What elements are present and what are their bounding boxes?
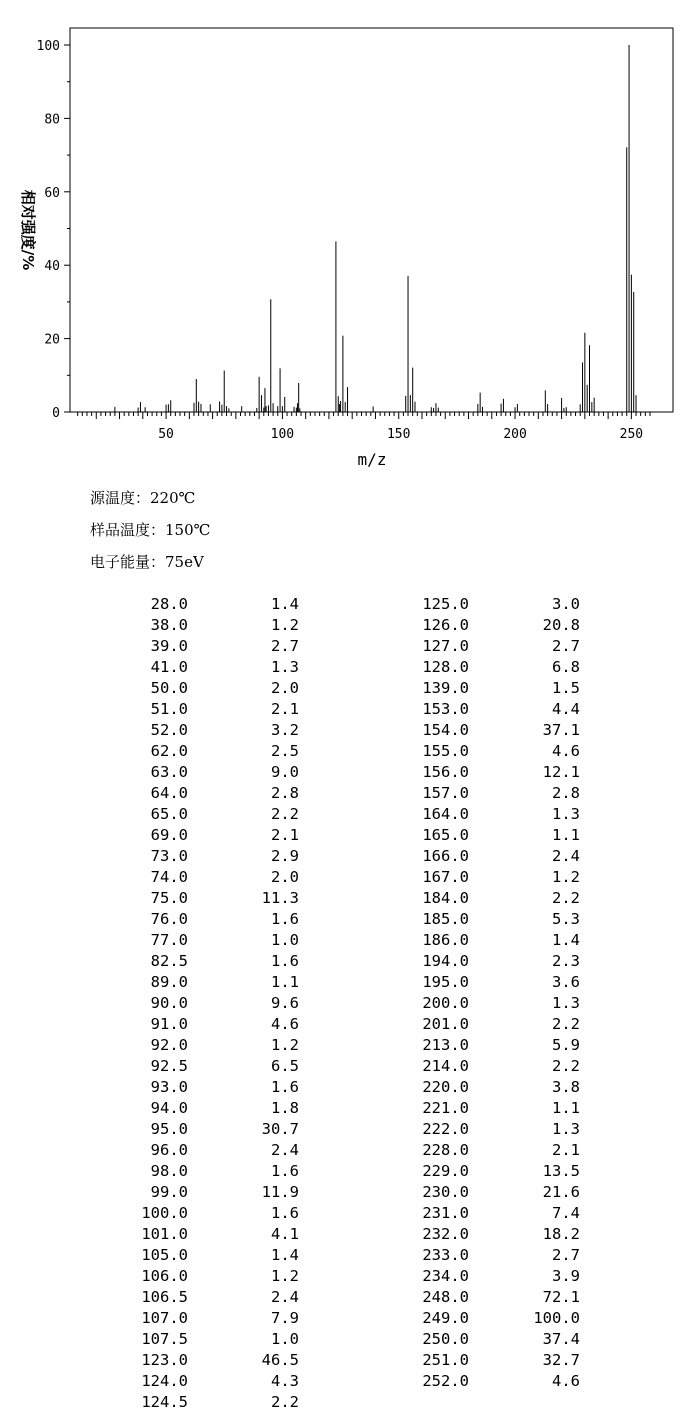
peak-intensity: 13.5 xyxy=(542,1162,580,1180)
peak-mz: 91.0 xyxy=(150,1015,188,1033)
peak-table-row xyxy=(0,825,696,846)
peak-table-row xyxy=(0,1098,696,1119)
source-temperature: 源温度：220℃ xyxy=(90,489,196,507)
y-tick-label: 60 xyxy=(44,185,60,201)
peak-mz: 52.0 xyxy=(150,721,188,739)
peak-mz: 28.0 xyxy=(150,595,188,613)
peak-intensity: 2.1 xyxy=(271,700,299,718)
peak-mz: 153.0 xyxy=(422,700,469,718)
x-tick-label: 150 xyxy=(386,427,411,442)
peak-intensity: 2.3 xyxy=(552,952,580,970)
peak-group xyxy=(115,45,636,412)
peak-table-row xyxy=(0,657,696,678)
peak-table-row xyxy=(0,888,696,909)
peak-mz: 213.0 xyxy=(422,1036,469,1054)
peak-intensity: 1.1 xyxy=(271,973,299,991)
peak-mz: 96.0 xyxy=(150,1141,188,1159)
x-tick-label: 250 xyxy=(619,427,644,442)
peak-table-row xyxy=(0,636,696,657)
peak-mz: 93.0 xyxy=(150,1078,188,1096)
peak-mz: 194.0 xyxy=(422,952,469,970)
peak-table-row xyxy=(0,972,696,993)
peak-mz: 99.0 xyxy=(150,1183,188,1201)
peak-table-row xyxy=(0,1056,696,1077)
peak-table-row xyxy=(0,1119,696,1140)
peak-mz: 82.5 xyxy=(150,952,188,970)
peak-intensity: 1.2 xyxy=(271,616,299,634)
peak-intensity: 1.6 xyxy=(271,1162,299,1180)
y-tick-label: 40 xyxy=(44,259,60,275)
peak-mz: 105.0 xyxy=(141,1246,188,1264)
peak-intensity: 4.3 xyxy=(271,1372,299,1390)
peak-intensity: 2.7 xyxy=(552,637,580,655)
peak-intensity: 12.1 xyxy=(542,763,580,781)
peak-intensity: 2.2 xyxy=(271,1393,299,1411)
peak-mz: 64.0 xyxy=(150,784,188,802)
peak-intensity: 2.8 xyxy=(552,784,580,802)
peak-mz: 230.0 xyxy=(422,1183,469,1201)
peak-table-row xyxy=(0,1203,696,1224)
peak-intensity: 5.9 xyxy=(552,1036,580,1054)
y-tick-label: 100 xyxy=(36,39,60,54)
peak-intensity: 4.6 xyxy=(552,1372,580,1390)
x-tick-label: 200 xyxy=(503,427,527,442)
peak-mz: 124.0 xyxy=(141,1372,188,1390)
peak-intensity: 1.2 xyxy=(552,868,580,886)
peak-intensity: 2.4 xyxy=(271,1141,299,1159)
peak-mz: 165.0 xyxy=(422,826,469,844)
peak-intensity: 20.8 xyxy=(542,616,580,634)
peak-table-row xyxy=(0,846,696,867)
peak-mz: 94.0 xyxy=(150,1099,188,1117)
peak-mz: 157.0 xyxy=(422,784,469,802)
peak-intensity: 2.2 xyxy=(271,805,299,823)
peak-intensity: 6.8 xyxy=(552,658,580,676)
peak-mz: 252.0 xyxy=(422,1372,469,1390)
peak-intensity: 2.2 xyxy=(552,1057,580,1075)
peak-table-row xyxy=(0,1329,696,1350)
x-tick-label: 100 xyxy=(270,427,295,442)
peak-mz: 128.0 xyxy=(422,658,469,676)
peak-table-row xyxy=(0,1035,696,1056)
peak-intensity: 21.6 xyxy=(542,1183,580,1201)
peak-table-row xyxy=(0,678,696,699)
peak-intensity: 37.4 xyxy=(542,1330,580,1348)
peak-mz: 166.0 xyxy=(422,847,469,865)
peak-intensity: 7.9 xyxy=(271,1309,299,1327)
peak-table-row xyxy=(0,1245,696,1266)
peak-mz: 156.0 xyxy=(422,763,469,781)
x-tick-label: 50 xyxy=(158,427,174,442)
peak-intensity: 2.5 xyxy=(271,742,299,760)
peak-intensity: 30.7 xyxy=(261,1120,299,1138)
peak-intensity: 1.6 xyxy=(271,1204,299,1222)
peak-intensity: 46.5 xyxy=(261,1351,299,1369)
peak-intensity: 1.1 xyxy=(552,826,580,844)
peak-mz: 123.0 xyxy=(141,1351,188,1369)
peak-mz: 62.0 xyxy=(150,742,188,760)
peak-mz: 50.0 xyxy=(150,679,188,697)
peak-intensity: 3.6 xyxy=(552,973,580,991)
peak-intensity: 4.1 xyxy=(271,1225,299,1243)
peak-mz: 98.0 xyxy=(150,1162,188,1180)
peak-mz: 127.0 xyxy=(422,637,469,655)
peak-intensity: 1.3 xyxy=(552,994,580,1012)
peak-mz: 76.0 xyxy=(150,910,188,928)
peak-intensity: 2.2 xyxy=(552,1015,580,1033)
peak-mz: 201.0 xyxy=(422,1015,469,1033)
peak-intensity: 1.3 xyxy=(552,805,580,823)
peak-intensity: 5.3 xyxy=(552,910,580,928)
peak-intensity: 3.9 xyxy=(552,1267,580,1285)
peak-intensity: 3.2 xyxy=(271,721,299,739)
peak-table-row xyxy=(0,951,696,972)
peak-intensity: 7.4 xyxy=(552,1204,580,1222)
peak-intensity: 1.8 xyxy=(271,1099,299,1117)
y-axis-label: 相对强度/% xyxy=(19,189,37,271)
peak-table-row xyxy=(0,993,696,1014)
peak-mz: 231.0 xyxy=(422,1204,469,1222)
peak-intensity: 9.6 xyxy=(271,994,299,1012)
peak-mz: 38.0 xyxy=(150,616,188,634)
peak-mz: 221.0 xyxy=(422,1099,469,1117)
peak-mz: 65.0 xyxy=(150,805,188,823)
peak-table-row xyxy=(0,804,696,825)
peak-mz: 232.0 xyxy=(422,1225,469,1243)
peak-mz: 155.0 xyxy=(422,742,469,760)
peak-mz: 249.0 xyxy=(422,1309,469,1327)
peak-intensity: 2.2 xyxy=(552,889,580,907)
peak-intensity: 2.4 xyxy=(271,1288,299,1306)
mass-spectrum-chart xyxy=(0,0,696,480)
peak-mz: 95.0 xyxy=(150,1120,188,1138)
peak-intensity: 32.7 xyxy=(542,1351,580,1369)
peak-intensity: 6.5 xyxy=(271,1057,299,1075)
peak-table-row xyxy=(0,1182,696,1203)
y-tick-label: 0 xyxy=(52,406,60,421)
peak-table-row xyxy=(0,1350,696,1371)
peak-table-row xyxy=(0,930,696,951)
peak-intensity: 1.6 xyxy=(271,1078,299,1096)
peak-intensity: 1.5 xyxy=(552,679,580,697)
peak-intensity: 1.4 xyxy=(271,1246,299,1264)
y-tick-label: 80 xyxy=(44,112,60,128)
peak-mz: 126.0 xyxy=(422,616,469,634)
peak-table-row xyxy=(0,1266,696,1287)
peak-table-row xyxy=(0,762,696,783)
peak-intensity: 1.0 xyxy=(271,931,299,949)
peak-mz: 222.0 xyxy=(422,1120,469,1138)
peak-table-row xyxy=(0,594,696,615)
peak-table-row xyxy=(0,783,696,804)
peak-intensity: 1.3 xyxy=(271,658,299,676)
peak-table-row xyxy=(0,1224,696,1245)
peak-intensity: 1.2 xyxy=(271,1267,299,1285)
peak-table-row xyxy=(0,909,696,930)
peak-intensity: 72.1 xyxy=(542,1288,580,1306)
peak-mz: 234.0 xyxy=(422,1267,469,1285)
peak-mz: 106.0 xyxy=(141,1267,188,1285)
peak-table-row xyxy=(0,1140,696,1161)
peak-intensity: 1.4 xyxy=(552,931,580,949)
peak-intensity: 18.2 xyxy=(542,1225,580,1243)
peak-intensity: 2.0 xyxy=(271,679,299,697)
peak-intensity: 1.0 xyxy=(271,1330,299,1348)
peak-intensity: 1.4 xyxy=(271,595,299,613)
peak-mz: 185.0 xyxy=(422,910,469,928)
peak-table-row xyxy=(0,741,696,762)
peak-mz: 124.5 xyxy=(141,1393,188,1411)
peak-intensity: 2.8 xyxy=(271,784,299,802)
peak-mz: 220.0 xyxy=(422,1078,469,1096)
peak-intensity: 1.6 xyxy=(271,952,299,970)
peak-mz: 39.0 xyxy=(150,637,188,655)
x-axis xyxy=(78,412,650,442)
peak-mz: 248.0 xyxy=(422,1288,469,1306)
peak-mz: 214.0 xyxy=(422,1057,469,1075)
peak-intensity: 2.9 xyxy=(271,847,299,865)
plot-frame xyxy=(70,28,673,412)
peak-mz: 89.0 xyxy=(150,973,188,991)
peak-mz: 154.0 xyxy=(422,721,469,739)
peak-mz: 195.0 xyxy=(422,973,469,991)
peak-mz: 167.0 xyxy=(422,868,469,886)
peak-intensity: 4.6 xyxy=(271,1015,299,1033)
peak-table-row xyxy=(0,720,696,741)
peak-mz: 63.0 xyxy=(150,763,188,781)
peak-intensity: 2.7 xyxy=(552,1246,580,1264)
peak-table-row xyxy=(0,615,696,636)
peak-mz: 186.0 xyxy=(422,931,469,949)
peak-mz: 164.0 xyxy=(422,805,469,823)
peak-mz: 106.5 xyxy=(141,1288,188,1306)
peak-intensity: 2.1 xyxy=(552,1141,580,1159)
peak-intensity: 37.1 xyxy=(542,721,580,739)
peak-intensity: 11.9 xyxy=(261,1183,299,1201)
peak-mz: 92.5 xyxy=(150,1057,188,1075)
peak-intensity: 2.1 xyxy=(271,826,299,844)
sample-temperature: 样品温度：150℃ xyxy=(90,521,211,539)
y-axis xyxy=(37,39,70,421)
peak-mz: 107.5 xyxy=(141,1330,188,1348)
peak-mz: 139.0 xyxy=(422,679,469,697)
y-tick-label: 20 xyxy=(44,332,60,348)
peak-mz: 125.0 xyxy=(422,595,469,613)
peak-mz: 90.0 xyxy=(150,994,188,1012)
peak-intensity: 100.0 xyxy=(533,1309,580,1327)
peak-intensity: 1.6 xyxy=(271,910,299,928)
peak-mz: 73.0 xyxy=(150,847,188,865)
peak-mz: 51.0 xyxy=(150,700,188,718)
peak-intensity: 3.8 xyxy=(552,1078,580,1096)
x-axis-label: m/z xyxy=(357,450,387,469)
peak-table-row xyxy=(0,1392,696,1413)
peak-table-row xyxy=(0,867,696,888)
peak-mz: 107.0 xyxy=(141,1309,188,1327)
peak-table-row xyxy=(0,1077,696,1098)
peak-table-row xyxy=(0,1287,696,1308)
peak-mz: 74.0 xyxy=(150,868,188,886)
peak-mz: 233.0 xyxy=(422,1246,469,1264)
peak-mz: 100.0 xyxy=(141,1204,188,1222)
peak-intensity: 9.0 xyxy=(271,763,299,781)
peak-intensity: 3.0 xyxy=(552,595,580,613)
peak-intensity: 4.4 xyxy=(552,700,580,718)
peak-intensity: 11.3 xyxy=(261,889,299,907)
peak-table-row xyxy=(0,699,696,720)
peak-intensity: 4.6 xyxy=(552,742,580,760)
peak-mz: 228.0 xyxy=(422,1141,469,1159)
peak-intensity: 1.1 xyxy=(552,1099,580,1117)
peak-table-row xyxy=(0,1161,696,1182)
peak-table-row xyxy=(0,1371,696,1392)
peak-intensity: 2.7 xyxy=(271,637,299,655)
peak-mz: 92.0 xyxy=(150,1036,188,1054)
peak-mz: 101.0 xyxy=(141,1225,188,1243)
peak-intensity: 2.0 xyxy=(271,868,299,886)
peak-mz: 251.0 xyxy=(422,1351,469,1369)
peak-mz: 250.0 xyxy=(422,1330,469,1348)
electron-energy: 电子能量：75eV xyxy=(90,553,204,571)
peak-intensity: 1.3 xyxy=(552,1120,580,1138)
peak-table-row xyxy=(0,1308,696,1329)
peak-mz: 184.0 xyxy=(422,889,469,907)
peak-mz: 77.0 xyxy=(150,931,188,949)
peak-intensity: 2.4 xyxy=(552,847,580,865)
peak-mz: 41.0 xyxy=(150,658,188,676)
peak-mz: 200.0 xyxy=(422,994,469,1012)
peak-mz: 75.0 xyxy=(150,889,188,907)
peak-table-row xyxy=(0,1014,696,1035)
peak-intensity: 1.2 xyxy=(271,1036,299,1054)
peak-mz: 69.0 xyxy=(150,826,188,844)
peak-mz: 229.0 xyxy=(422,1162,469,1180)
